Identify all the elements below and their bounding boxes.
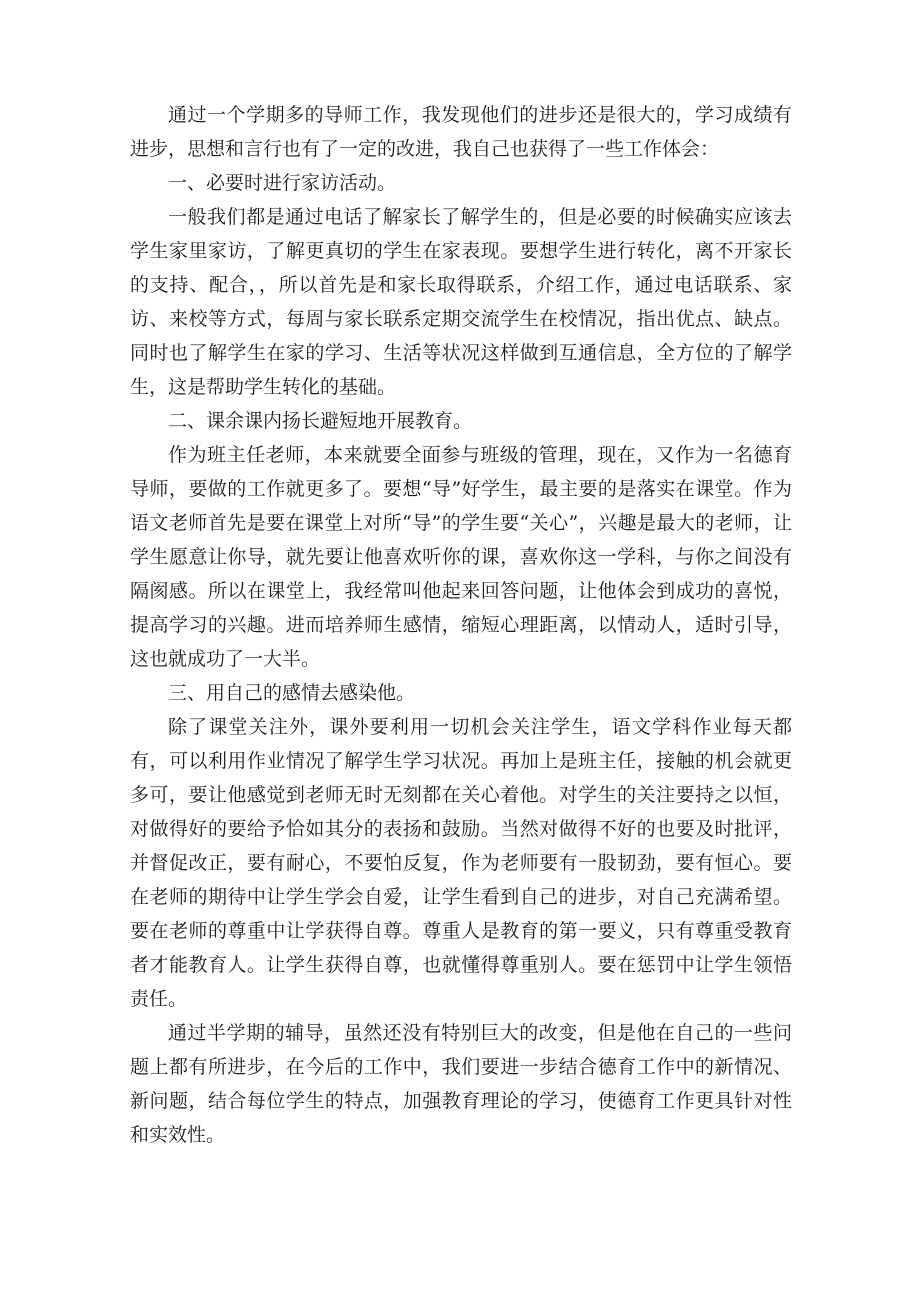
document-body xyxy=(130,98,792,1152)
paragraph-classroom: 作为班主任老师，本来就要全面参与班级的管理，现在，又作为一名德育导师，要做的工作就更多了。要想“导”好学生，最主要的是落实在课堂。作为语文老师首先是要在课堂上对所“导”的学生要“关心”，兴趣是最大的老师，让学生愿意让你导，就先要让他喜欢听你的课，喜欢你这一学科，与你之间没有隔阂感。所以在课堂上，我经常叫他起来回答问题，让他体会到成功的喜悦，提高学习的兴趣。进而培养师生感情，缩短心理距离，以情动人，适时引导，这也就成功了一大半。 xyxy=(130,444,792,670)
section-heading-1: 一、必要时进行家访活动。 xyxy=(168,172,397,194)
paragraph-intro: 通过一个学期多的导师工作，我发现他们的进步还是很大的，学习成绩有进步，思想和言行也有了一定的改进，我自己也获得了一些工作体会： xyxy=(130,104,792,160)
section-heading-2: 二、课余课内扬长避短地开展教育。 xyxy=(168,410,473,432)
paragraph-conclusion: 通过半学期的辅导，虽然还没有特别巨大的改变，但是他在自己的一些问题上都有所进步，在今后的工作中，我们要进一步结合德育工作中的新情况、新问题，结合每位学生的特点，加强教育理论的学习，使德育工作更具针对性和实效性。 xyxy=(130,1022,792,1146)
paragraph-home-visit: 一般我们都是通过电话了解家长了解学生的，但是必要的时候确实应该去学生家里家访，了解更真切的学生在家表现。要想学生进行转化，离不开家长的支持、配合，，所以首先是和家长取得联系，介绍工作，通过电话联系、家访、来校等方式，每周与家长联系定期交流学生在校情况，指出优点、缺点。同时也了解学生在家的学习、生活等状况这样做到互通信息，全方位的了解学生，这是帮助学生转化的基础。 xyxy=(130,206,792,398)
paragraph-emotion: 除了课堂关注外，课外要利用一切机会关注学生，语文学科作业每天都有，可以利用作业情况了解学生学习状况。再加上是班主任，接触的机会就更多可，要让他感觉到老师无时无刻都在关心着他。对学生的关注要持之以恒，对做得好的要给予恰如其分的表扬和鼓励。当然对做得不好的也要及时批评，并督促改正，要有耐心，不要怕反复，作为老师要有一股韧劲，要有恒心。要在老师的期待中让学生学会自爱，让学生看到自己的进步，对自己充满希望。要在老师的尊重中让学获得自尊。尊重人是教育的第一要义，只有尊重受教育者才能教育人。让学生获得自尊，也就懂得尊重别人。要在惩罚中让学生领悟责任。 xyxy=(130,716,792,1010)
section-heading-3: 三、用自己的感情去感染他。 xyxy=(168,682,416,704)
